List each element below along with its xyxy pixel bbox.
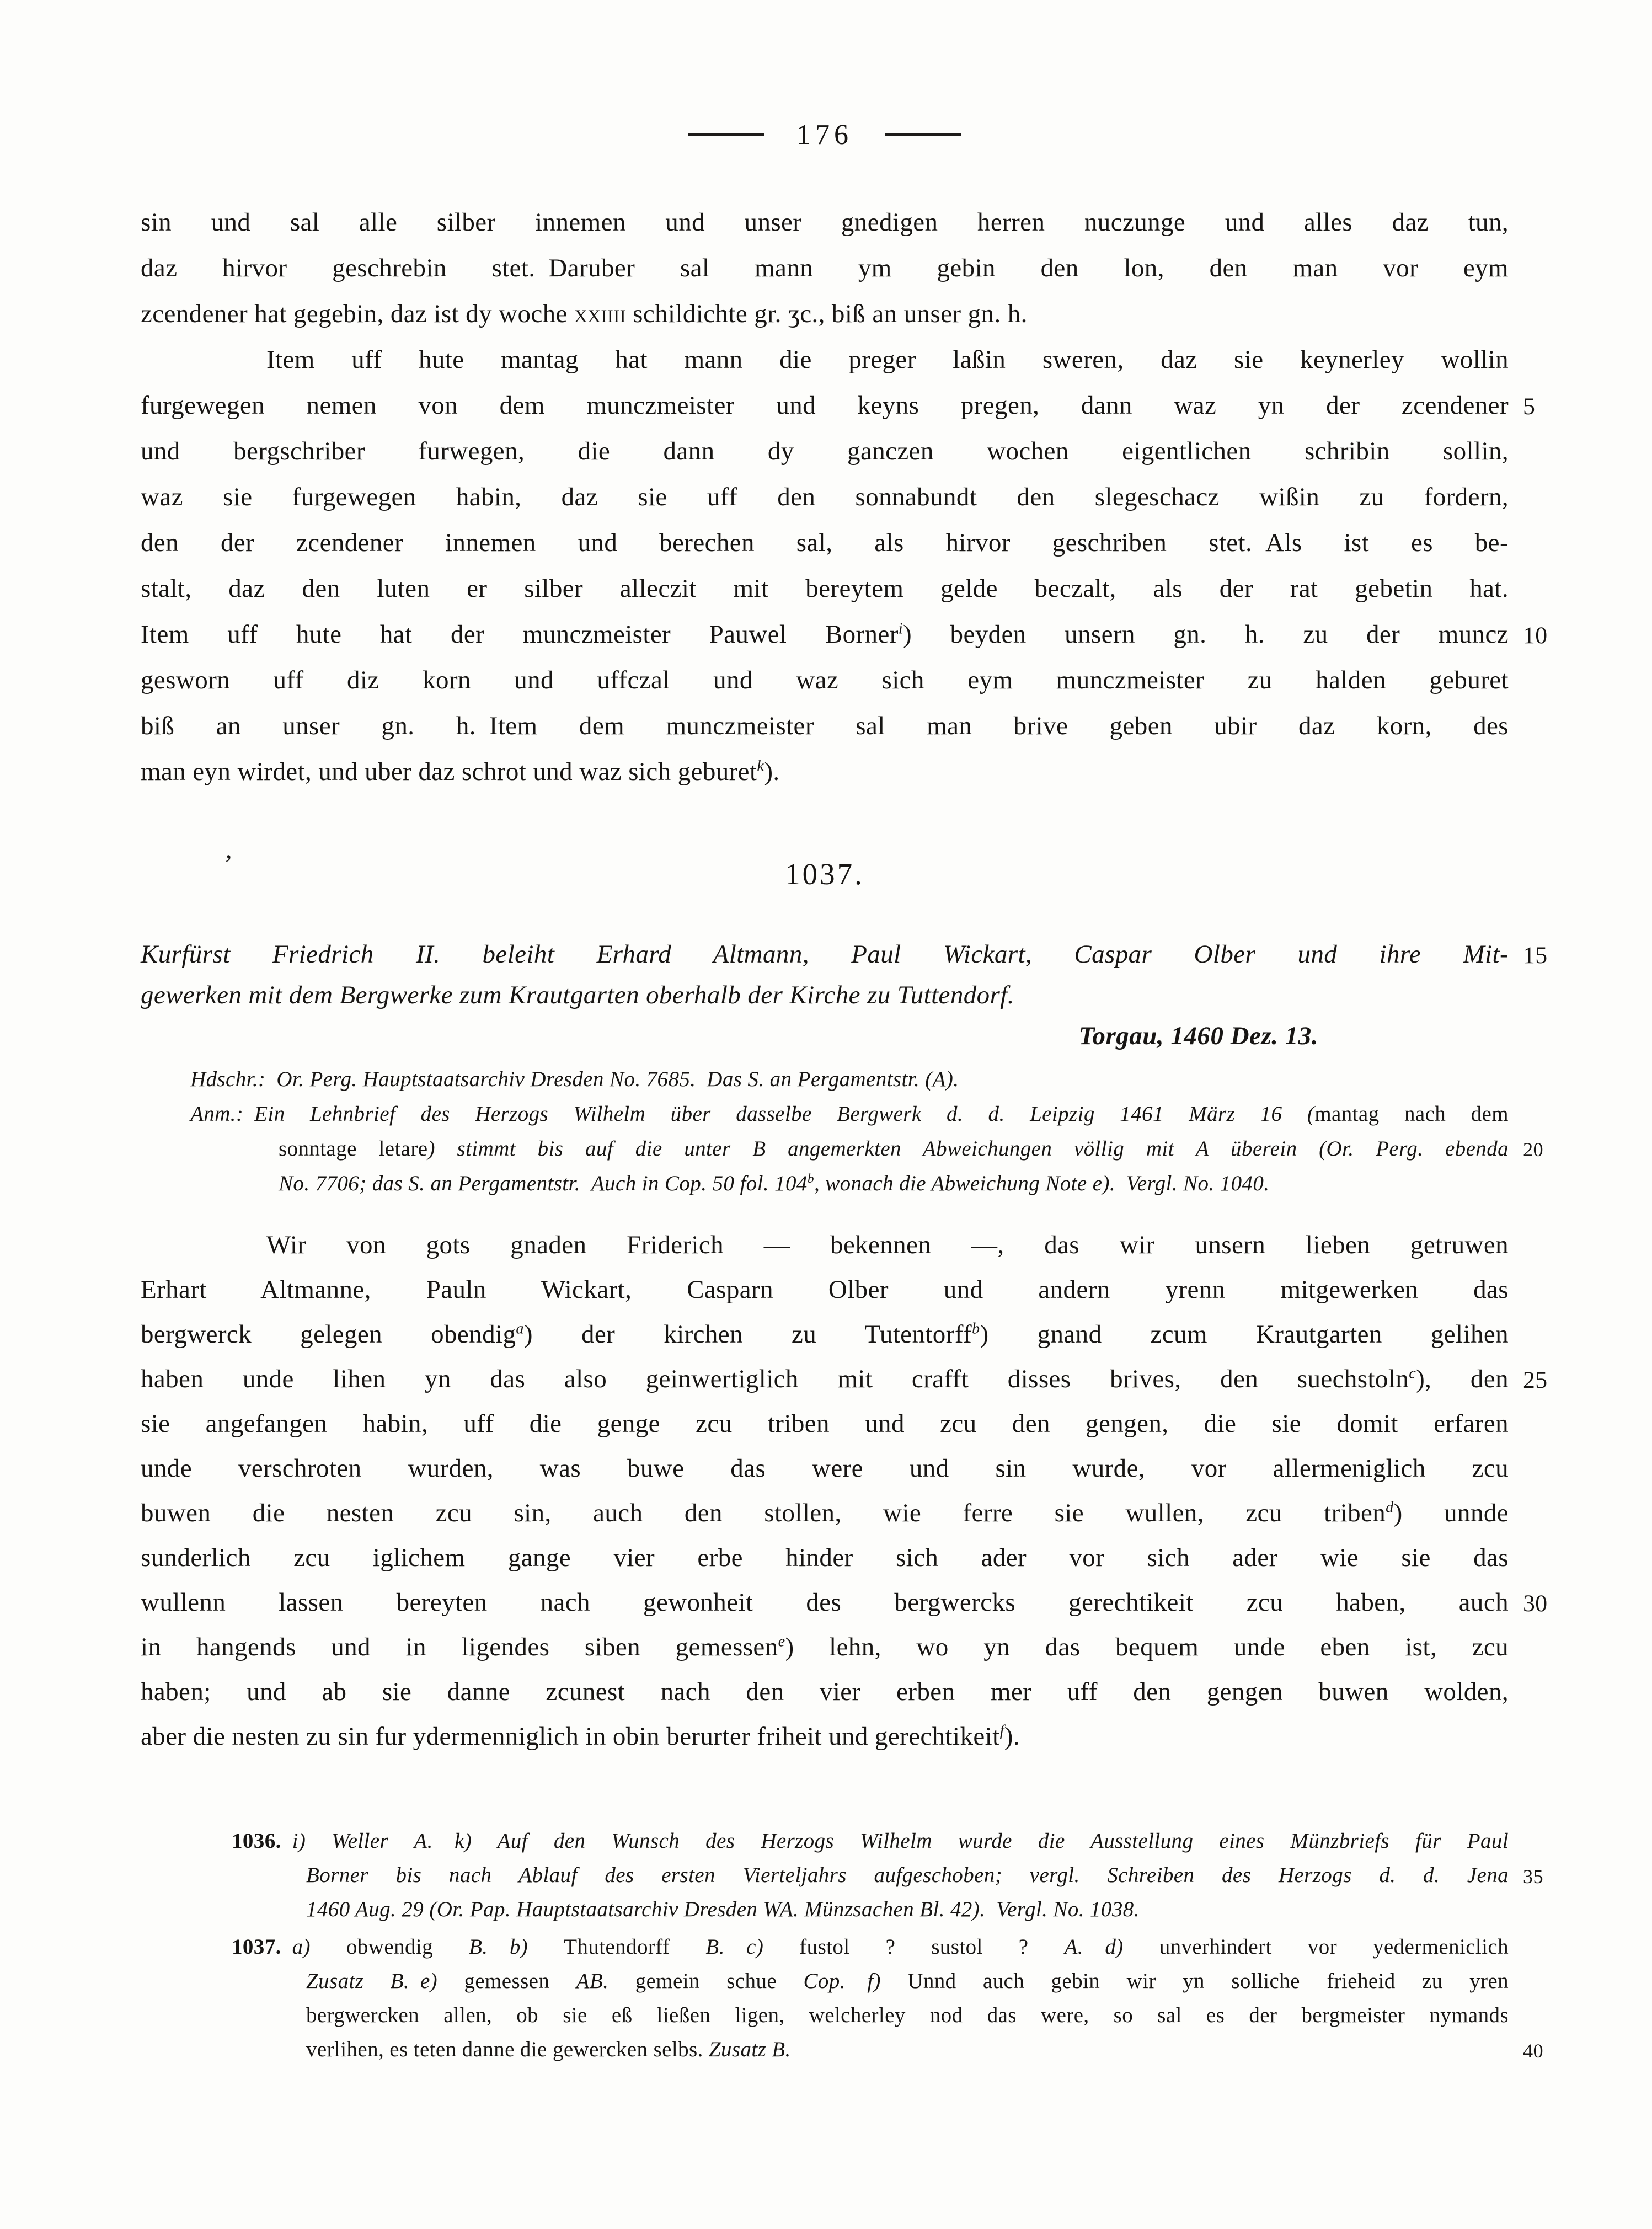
text-line: stalt, daz den luten er silber alleczit mit bereytem gelde beczalt, als der rat gebetin hat.: [141, 574, 1509, 603]
text-line: 10 Item uff hute hat der munczmeister Pauwel Borner$^i$) beyden unsern gn. h. zu der muncz: [141, 612, 1509, 658]
page-header: [141, 117, 1509, 152]
margin-line-number: 25: [1523, 1367, 1548, 1393]
footnote-line: Zusatz B. e) gemessen AB. gemein schue Cop. f) Unnd auch gebin wir yn solliche frieheid zu yren: [306, 1969, 1509, 1993]
text-line: den der zcendener innemen und berechen sal, als hirvor geschriben stet. Als ist es be-: [141, 528, 1509, 557]
margin-line-number: 10: [1523, 622, 1548, 649]
source-line: No. 7706; das S. an Pergamentstr. Auch in Cop. 50 fol. 104$^b$, wonach die Abweichung Note e). Vergl. No. 1040.: [279, 1172, 1270, 1195]
margin-line-number: 5: [1523, 393, 1536, 420]
text-line: aber die nesten zu sin fur ydermenniglich in obin berurter friheit und gerechtikeit$^f$).: [141, 1722, 1020, 1751]
entry-heading-row: [141, 849, 1509, 905]
text-line: daz hirvor geschrebin stet. Daruber sal mann ym gebin den lon, den man vor eym: [141, 254, 1509, 282]
source-notes: [141, 1062, 1544, 1201]
continuation-text-1036: [141, 200, 1548, 795]
source-line: 20 sonntage letare) stimmt bis auf die unter B angemerkten Abweichungen völlig mit A überein (Or. Perg. ebenda: [279, 1131, 1509, 1166]
entry-dateline: Torgau, 1460 Dez. 13.: [1078, 1022, 1318, 1050]
text-line: 25 haben unde lihen yn das also geinwertiglich mit crafft disses brives, den suechstoln$^c$), den: [141, 1357, 1509, 1402]
text-line: man eyn wirdet, und uber daz schrot und waz sich geburet$^k$).: [141, 757, 780, 786]
margin-line-number: 35: [1523, 1865, 1544, 1888]
text-line: in hangends und in ligendes siben gemessen$^e$) lehn, wo yn das bequem unde eben ist, zcu: [141, 1633, 1509, 1661]
text-line: waz sie furgewegen habin, daz sie uff den sonnabundt den slegeschacz wißin zu fordern,: [141, 483, 1509, 511]
summary-line: 15 Kurfürst Friedrich II. beleiht Erhard Altmann, Paul Wickart, Caspar Olber und ihre Mit-: [141, 934, 1509, 975]
text-line: zcendener hat gegebin, daz ist dy woche xxiiii schildichte gr. ʒc., biß an unser gn. h.: [141, 300, 1028, 328]
text-line: sin und sal alle silber innemen und unser gnedigen herren nuczunge und alles daz tun,: [141, 208, 1509, 237]
text-line: bergwerck gelegen obendig$^a$) der kirchen zu Tutentorff$^b$) gnand zcum Krautgarten gelihen: [141, 1320, 1509, 1349]
footnote-line: 1036. i) Weller A. k) Auf den Wunsch des Herzogs Wilhelm wurde die Ausstellung eines Münzbriefs für Paul: [232, 1829, 1509, 1853]
footnote-line: 40 verlihen, es teten danne die gewercken selbs. Zusatz B.: [306, 2033, 1509, 2067]
page-number: 176: [796, 119, 853, 151]
footnote-line: 1460 Aug. 29 (Or. Pap. Hauptstaatsarchiv Dresden WA. Münzsachen Bl. 42). Vergl. No. 1038.: [306, 1897, 1140, 1921]
text-column: [141, 0, 1548, 2067]
footnote-line: bergwercken allen, ob sie eß ließen ligen, welcherley nod das were, so sal es der bergmeister nymands: [306, 2003, 1509, 2027]
text-line: 30 wullenn lassen bereyten nach gewonheit des bergwercks gerechtikeit zcu haben, auch: [141, 1580, 1509, 1625]
source-line: Hdschr.: Or. Perg. Hauptstaatsarchiv Dresden No. 7685. Das S. an Pergamentstr. (A).: [190, 1067, 959, 1091]
text-line: 5 furgewegen nemen von dem munczmeister und keyns pregen, dann waz yn der zcendener: [141, 383, 1509, 429]
source-line: Anm.: Ein Lehnbrief des Herzogs Wilhelm über dasselbe Bergwerk d. d. Leipzig 1461 März 16 (mantag nach dem: [190, 1102, 1509, 1126]
footnotes: [141, 1824, 1544, 2067]
text-line: sunderlich zcu iglichem gange vier erbe hinder sich ader vor sich ader wie sie das: [141, 1543, 1509, 1572]
summary-line: gewerken mit dem Bergwerke zum Krautgarten oberhalb der Kirche zu Tuttendorf.: [141, 981, 1014, 1009]
entry-summary: [141, 934, 1548, 1056]
margin-line-number: 15: [1523, 942, 1548, 969]
document-text: [141, 1223, 1548, 1759]
header-rule-right: [885, 133, 961, 136]
text-line: biß an unser gn. h. Item dem munczmeister sal man brive geben ubir daz korn, des: [141, 712, 1509, 740]
margin-line-number: 20: [1523, 1138, 1544, 1161]
text-line: sie angefangen habin, uff die genge zcu triben und zcu den gengen, die sie domit erfaren: [141, 1409, 1509, 1438]
margin-line-number: 40: [1523, 2040, 1544, 2062]
text-line: buwen die nesten zcu sin, auch den stollen, wie ferre sie wullen, zcu triben$^d$) unnde: [141, 1499, 1509, 1527]
margin-line-number: 30: [1523, 1590, 1548, 1617]
text-line: Wir von gots gnaden Friderich — bekennen —, das wir unsern lieben getruwen: [266, 1231, 1509, 1259]
footnote-line: 35 Borner bis nach Ablauf des ersten Vierteljahrs aufgeschoben; vergl. Schreiben des Herzogs d. d. Jena: [306, 1858, 1509, 1893]
text-line: Item uff hute mantag hat mann die preger laßin sweren, daz sie keynerley wollin: [266, 345, 1509, 374]
text-line: haben; und ab sie danne zcunest nach den vier erben mer uff den gengen buwen wolden,: [141, 1677, 1509, 1706]
text-line: unde verschroten wurden, was buwe das were und sin wurde, vor allermeniglich zcu: [141, 1454, 1509, 1483]
text-line: und bergschriber furwegen, die dann dy ganczen wochen eigentlichen schribin sollin,: [141, 437, 1509, 466]
text-line: gesworn uff diz korn und uffczal und waz sich eym munczmeister zu halden geburet: [141, 666, 1509, 694]
entry-number: 1037.: [785, 857, 864, 891]
header-rule-left: [688, 133, 764, 136]
text-line: Erhart Altmanne, Pauln Wickart, Casparn Olber und andern yrenn mitgewerken das: [141, 1275, 1509, 1304]
stray-mark: ’: [222, 849, 231, 879]
footnote-line: 1037. a) obwendig B. b) Thutendorff B. c) fustol ? sustol ? A. d) unverhindert vor yedermeniclich: [232, 1935, 1509, 1959]
